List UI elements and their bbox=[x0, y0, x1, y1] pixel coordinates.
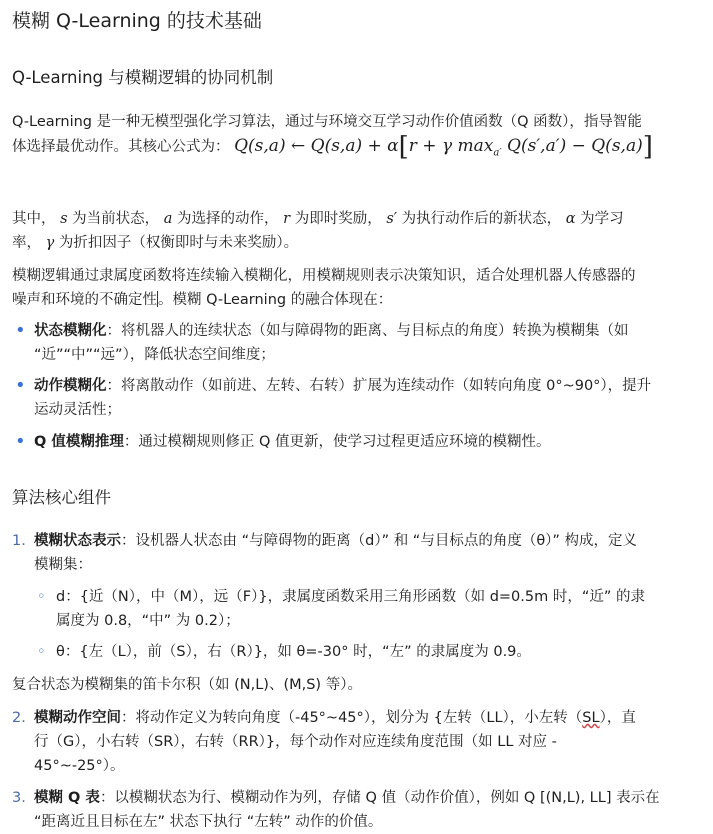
spellcheck-word: SL bbox=[582, 710, 600, 726]
variables-paragraph: 其中， s 为当前状态， a 为选择的动作， r 为即时奖励， s′ 为执行动作后的新状态， α 为学习 率， γ 为折扣因子（权衡即时与未来奖励）。 bbox=[12, 211, 624, 251]
section-heading-mechanism: Q-Learning 与模糊逻辑的协同机制 bbox=[12, 68, 274, 87]
list-item-q-fuzzy-inference: • Q 值模糊推理：通过模糊规则修正 Q 值更新，使学习过程更适应环境的模糊性。 bbox=[12, 430, 701, 454]
intro-line-2: 体选择最优动作。其核心公式为： bbox=[12, 139, 230, 155]
fuzzy-logic-paragraph: 模糊逻辑通过隶属度函数将连续输入模糊化，用模糊规则表示决策知识，适合处理机器人传感器的 噪声和环境的不确定性。模糊 Q-Learning 的融合体现在： bbox=[12, 268, 636, 308]
intro-paragraph bbox=[12, 110, 701, 165]
numbered-item-fuzzy-q-table: 3. 模糊 Q 表：以模糊状态为行、模糊动作为列，存储 Q 值（动作价值），例如 Q [(N,L), LL] 表示在 “距离近且目标在左” 状态下执行 “左转” 动作的价值。 bbox=[12, 790, 660, 830]
section-heading-components: 算法核心组件 bbox=[12, 488, 111, 507]
page-title: 模糊 Q-Learning 的技术基础 bbox=[12, 10, 262, 32]
list-item-action-fuzzification: • 动作模糊化：将离散动作（如前进、左转、右转）扩展为连续动作（如转向角度 0°~90°），提升 运动灵活性； bbox=[12, 374, 701, 422]
composite-state-paragraph: 复合状态为模糊集的笛卡尔积（如 (N,L)、(M,S) 等）。 bbox=[12, 677, 362, 693]
intro-line-1: Q-Learning 是一种无模型强化学习算法，通过与环境交互学习动作价值函数（Q 函数），指导智能 bbox=[12, 114, 642, 130]
sub-item-angle-set: ◦ θ：{左（L），前（S），右（R）}，如 θ=-30° 时，“左” 的隶属度为 0.9。 bbox=[34, 640, 701, 664]
numbered-item-action-space: 2. 模糊动作空间：将动作定义为转向角度（-45°~45°），划分为 {左转（LL），小左转（SL），直 行（G），小右转（SR），右转（RR）}，每个动作对应连续角度范围（如 LL 对应 - 45°~-25°）。 bbox=[12, 710, 636, 774]
sub-item-distance-set: ◦ d：{近（N），中（M），远（F）}，隶属度函数采用三角形函数（如 d=0.5m 时，“近” 的隶 属度为 0.8，“中” 为 0.2）； bbox=[34, 585, 701, 633]
numbered-item-state-representation: 1. 模糊状态表示：设机器人状态由 “与障碍物的距离（d）” 和 “与目标点的角度（θ）” 构成，定义 模糊集： bbox=[12, 533, 638, 573]
q-update-formula: Q(s,a) ← Q(s,a) + α[r + γ $\max_{a'} Q(s',a') - Q(s,a)$] bbox=[234, 132, 653, 162]
list-item-state-fuzzification: • 状态模糊化：将机器人的连续状态（如与障碍物的距离、与目标点的角度）转换为模糊集（如 “近”“中”“远”），降低状态空间维度； bbox=[12, 319, 701, 367]
